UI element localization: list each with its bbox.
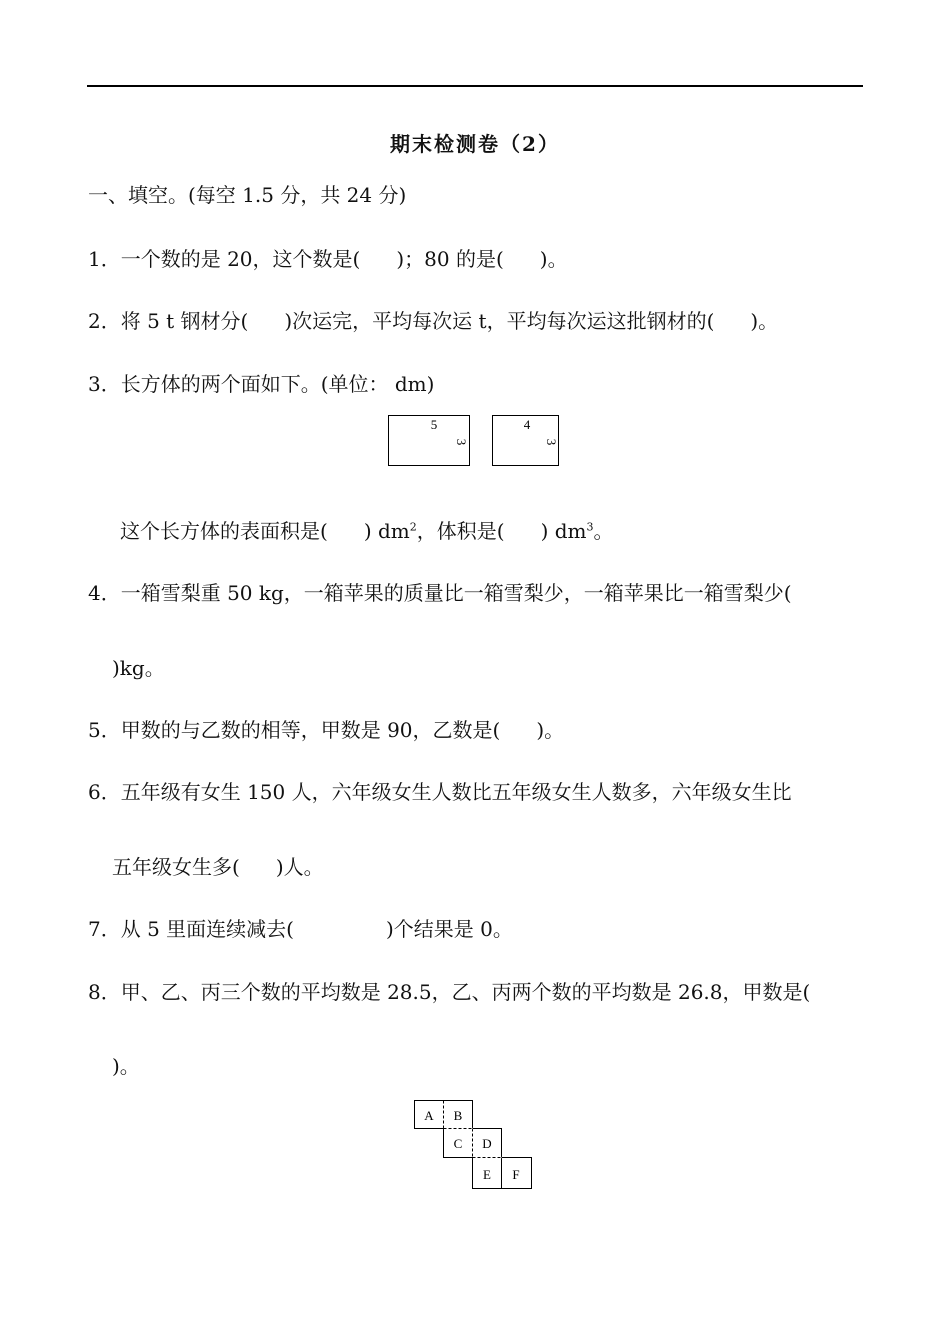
question-3: 3．长方体的两个面如下。(单位： dm) [88,372,435,396]
top-rule [87,85,863,87]
question-6-cont: 五年级女生多( )人。 [112,855,324,879]
face2-top-label: 4 [523,417,531,432]
question-1: 1．一个数的是 20，这个数是( )；80 的是( )。 [88,247,568,271]
net-row-2 [444,1129,502,1158]
page-title: 期末检测卷（2） [390,132,560,156]
question-2: 2．将 5 t 钢材分( )次运完，平均每次运 t，平均每次运这批钢材的( )。 [88,309,779,333]
net-label-d: D [482,1136,492,1151]
net-label-e: E [483,1167,491,1182]
question-4-cont: )kg。 [112,656,165,680]
question-3-answer: 这个长方体的表面积是( ) $dm^2$，体积是( ) $dm^3$。 [120,519,614,543]
question-8: 8．甲、乙、丙三个数的平均数是 28.5，乙、丙两个数的平均数是 26.8，甲数是( [88,980,811,1004]
net-label-c: C [453,1136,463,1151]
face1-side-label: 3 [454,438,469,446]
cube-net-figure [410,1096,538,1194]
question-7: 7．从 5 里面连续减去( )个结果是 0。 [88,917,513,941]
net-label-a: A [424,1108,434,1123]
question-6: 6．五年级有女生 150 人，六年级女生人数比五年级女生人数多，六年级女生比 [88,780,792,804]
face2-side-label: 3 [544,438,559,446]
section-heading: 一、填空。(每空 1.5 分，共 24 分) [88,183,407,207]
question-8-cont: )。 [112,1054,140,1078]
net-label-b: B [453,1108,463,1123]
question-4: 4．一箱雪梨重 50 kg，一箱苹果的质量比一箱雪梨少，一箱苹果比一箱雪梨少( [88,581,792,605]
cuboid-faces-figure [386,412,562,468]
question-5: 5．甲数的与乙数的相等，甲数是 90，乙数是( )。 [88,718,565,742]
net-label-f: F [512,1167,520,1182]
net-row-1 [415,1101,473,1129]
face1-top-label: 5 [430,417,438,432]
